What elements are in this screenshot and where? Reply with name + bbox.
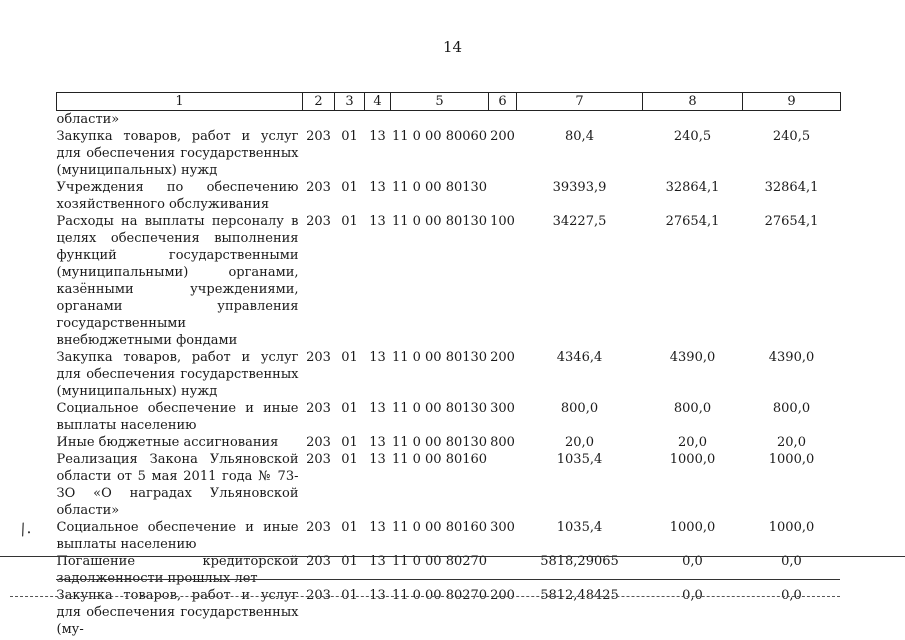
row-description: Учреждения по обеспечению хозяйственного обслуживания bbox=[56, 180, 299, 212]
header-cell: 4 bbox=[365, 93, 391, 111]
divider-line bbox=[56, 579, 840, 580]
cell-amount-col9: 27654,1 bbox=[764, 214, 819, 229]
cell-amount-col9: 20,0 bbox=[777, 435, 806, 450]
table-row bbox=[57, 434, 841, 451]
cell-expense-type bbox=[489, 451, 517, 519]
cell-subsection: 13 bbox=[369, 435, 386, 450]
cell-target-article: 11 0 00 80060 bbox=[391, 129, 488, 144]
row-description: Социальное обеспечение и иные выплаты населению bbox=[56, 401, 299, 433]
cell-expense-type: 800 bbox=[490, 435, 515, 450]
cell-target-article: 11 0 00 80160 bbox=[391, 520, 488, 535]
header-cell: 2 bbox=[303, 93, 335, 111]
cell-subsection: 13 bbox=[369, 180, 386, 195]
cell-amount-col7: 80,4 bbox=[565, 129, 594, 144]
cell-target-article: 11 0 00 80130 bbox=[391, 435, 488, 450]
cell-expense-type: 200 bbox=[490, 588, 515, 603]
cell-subsection: 13 bbox=[369, 452, 386, 467]
cell-target-article: 11 0 00 80130 bbox=[391, 401, 488, 416]
cell-code: 203 bbox=[306, 350, 331, 365]
pen-mark: /. bbox=[17, 517, 33, 540]
table-row bbox=[57, 179, 841, 213]
cell-expense-type: 100 bbox=[490, 214, 515, 229]
cell-amount-col7: 39393,9 bbox=[552, 180, 607, 195]
cell-amount-col7: 1035,4 bbox=[556, 452, 603, 467]
cell-amount-col8: 20,0 bbox=[678, 435, 707, 450]
cell-subsection: 13 bbox=[369, 520, 386, 535]
divider-line bbox=[10, 596, 840, 597]
table-row bbox=[57, 587, 841, 638]
cell-amount-col9: 800,0 bbox=[772, 401, 811, 416]
cell-target-article bbox=[391, 111, 489, 129]
cell-target-article: 11 0 00 80270 bbox=[391, 588, 488, 603]
cell-expense-type: 300 bbox=[490, 401, 515, 416]
cell-amount-col8: 32864,1 bbox=[665, 180, 720, 195]
header-cell: 9 bbox=[743, 93, 841, 111]
cell-subsection: 13 bbox=[369, 350, 386, 365]
cell-expense-type bbox=[489, 179, 517, 213]
cell-expense-type bbox=[489, 111, 517, 129]
cell-section: 01 bbox=[341, 520, 358, 535]
cell-subsection: 13 bbox=[369, 588, 386, 603]
cell-amount-col8: 1000,0 bbox=[669, 452, 716, 467]
cell-amount-col9: 0,0 bbox=[781, 554, 802, 569]
cell-section: 01 bbox=[341, 129, 358, 144]
cell-code: 203 bbox=[306, 129, 331, 144]
cell-amount-col9: 32864,1 bbox=[764, 180, 819, 195]
cell-amount-col7: 5818,29065 bbox=[540, 554, 619, 569]
cell-expense-type bbox=[489, 553, 517, 587]
cell-section: 01 bbox=[341, 350, 358, 365]
row-description: Реализация Закона Ульяновской области от 5 мая 2011 года № 73-ЗО «О наградах Ульяновской области» bbox=[56, 452, 299, 518]
page-number: 14 bbox=[442, 38, 463, 56]
header-cell: 1 bbox=[57, 93, 303, 111]
cell-amount-col7: 800,0 bbox=[560, 401, 599, 416]
cell-amount-col9: 1000,0 bbox=[768, 452, 815, 467]
cell-expense-type: 200 bbox=[490, 350, 515, 365]
cell-subsection: 13 bbox=[369, 129, 386, 144]
row-description: области» bbox=[56, 112, 120, 127]
row-description: Погашение кредиторской задолженности прошлых лет bbox=[56, 554, 299, 586]
cell-amount-col7: 5812,48425 bbox=[540, 588, 619, 603]
cell-amount-col8: 0,0 bbox=[682, 588, 703, 603]
row-description: Иные бюджетные ассигнования bbox=[56, 435, 279, 450]
cell-section: 01 bbox=[341, 588, 358, 603]
cell-target-article: 11 0 00 80130 bbox=[391, 214, 488, 229]
cell-target-article: 11 0 00 80130 bbox=[391, 350, 488, 365]
header-row bbox=[57, 93, 841, 111]
table-row bbox=[57, 519, 841, 553]
header-cell: 5 bbox=[391, 93, 489, 111]
table-row bbox=[57, 213, 841, 349]
header-cell: 6 bbox=[489, 93, 517, 111]
cell-section: 01 bbox=[341, 452, 358, 467]
cell-target-article: 11 0 00 80270 bbox=[391, 554, 488, 569]
cell-amount-col8 bbox=[643, 111, 743, 129]
cell-section: 01 bbox=[341, 180, 358, 195]
cell-code: 203 bbox=[306, 435, 331, 450]
row-description: Социальное обеспечение и иные выплаты населению bbox=[56, 520, 299, 552]
cell-target-article: 11 0 00 80130 bbox=[391, 180, 488, 195]
header-cell: 8 bbox=[643, 93, 743, 111]
cell-code: 203 bbox=[306, 554, 331, 569]
cell-code bbox=[303, 111, 335, 129]
table-row bbox=[57, 451, 841, 519]
cell-amount-col7 bbox=[517, 111, 643, 129]
cell-code: 203 bbox=[306, 520, 331, 535]
cell-amount-col7: 34227,5 bbox=[552, 214, 607, 229]
cell-amount-col8: 1000,0 bbox=[669, 520, 716, 535]
cell-section: 01 bbox=[341, 214, 358, 229]
header-cell: 3 bbox=[335, 93, 365, 111]
cell-section: 01 bbox=[341, 435, 358, 450]
table-row bbox=[57, 400, 841, 434]
cell-amount-col9: 240,5 bbox=[772, 129, 811, 144]
cell-subsection bbox=[365, 111, 391, 129]
cell-code: 203 bbox=[306, 452, 331, 467]
table-row bbox=[57, 349, 841, 400]
cell-section: 01 bbox=[341, 401, 358, 416]
table-row bbox=[57, 111, 841, 129]
cell-expense-type: 300 bbox=[490, 520, 515, 535]
cell-code: 203 bbox=[306, 588, 331, 603]
cell-amount-col9: 0,0 bbox=[781, 588, 802, 603]
cell-section bbox=[335, 111, 365, 129]
cell-amount-col8: 800,0 bbox=[673, 401, 712, 416]
cell-amount-col9: 1000,0 bbox=[768, 520, 815, 535]
cell-amount-col8: 27654,1 bbox=[665, 214, 720, 229]
row-description: Закупка товаров, работ и услуг для обеспечения государственных (муниципальных) нужд bbox=[56, 129, 299, 178]
cell-code: 203 bbox=[306, 214, 331, 229]
cell-amount-col8: 4390,0 bbox=[669, 350, 716, 365]
cell-amount-col9 bbox=[743, 111, 841, 129]
table-row bbox=[57, 553, 841, 587]
cell-code: 203 bbox=[306, 401, 331, 416]
cell-section: 01 bbox=[341, 554, 358, 569]
cell-amount-col8: 240,5 bbox=[673, 129, 712, 144]
row-description: Закупка товаров, работ и услуг для обеспечения государственных (муниципальных) нужд bbox=[56, 350, 299, 399]
cell-amount-col7: 1035,4 bbox=[556, 520, 603, 535]
cell-amount-col7: 4346,4 bbox=[556, 350, 603, 365]
cell-subsection: 13 bbox=[369, 401, 386, 416]
table-row bbox=[57, 128, 841, 179]
cell-expense-type: 200 bbox=[490, 129, 515, 144]
row-description: Закупка товаров, работ и услуг для обеспечения государственных (му- bbox=[56, 588, 299, 637]
cell-amount-col7: 20,0 bbox=[565, 435, 594, 450]
cell-amount-col8: 0,0 bbox=[682, 554, 703, 569]
header-cell: 7 bbox=[517, 93, 643, 111]
row-description: Расходы на выплаты персоналу в целях обеспечения выполнения функций государственными (муниципальными) органами, казёнными учреждениями, органами управления государственными внебюджетными фондами bbox=[56, 214, 299, 348]
cell-subsection: 13 bbox=[369, 554, 386, 569]
cell-subsection: 13 bbox=[369, 214, 386, 229]
cell-code: 203 bbox=[306, 180, 331, 195]
cell-target-article: 11 0 00 80160 bbox=[391, 452, 488, 467]
cell-amount-col9: 4390,0 bbox=[768, 350, 815, 365]
divider-line bbox=[0, 556, 905, 557]
